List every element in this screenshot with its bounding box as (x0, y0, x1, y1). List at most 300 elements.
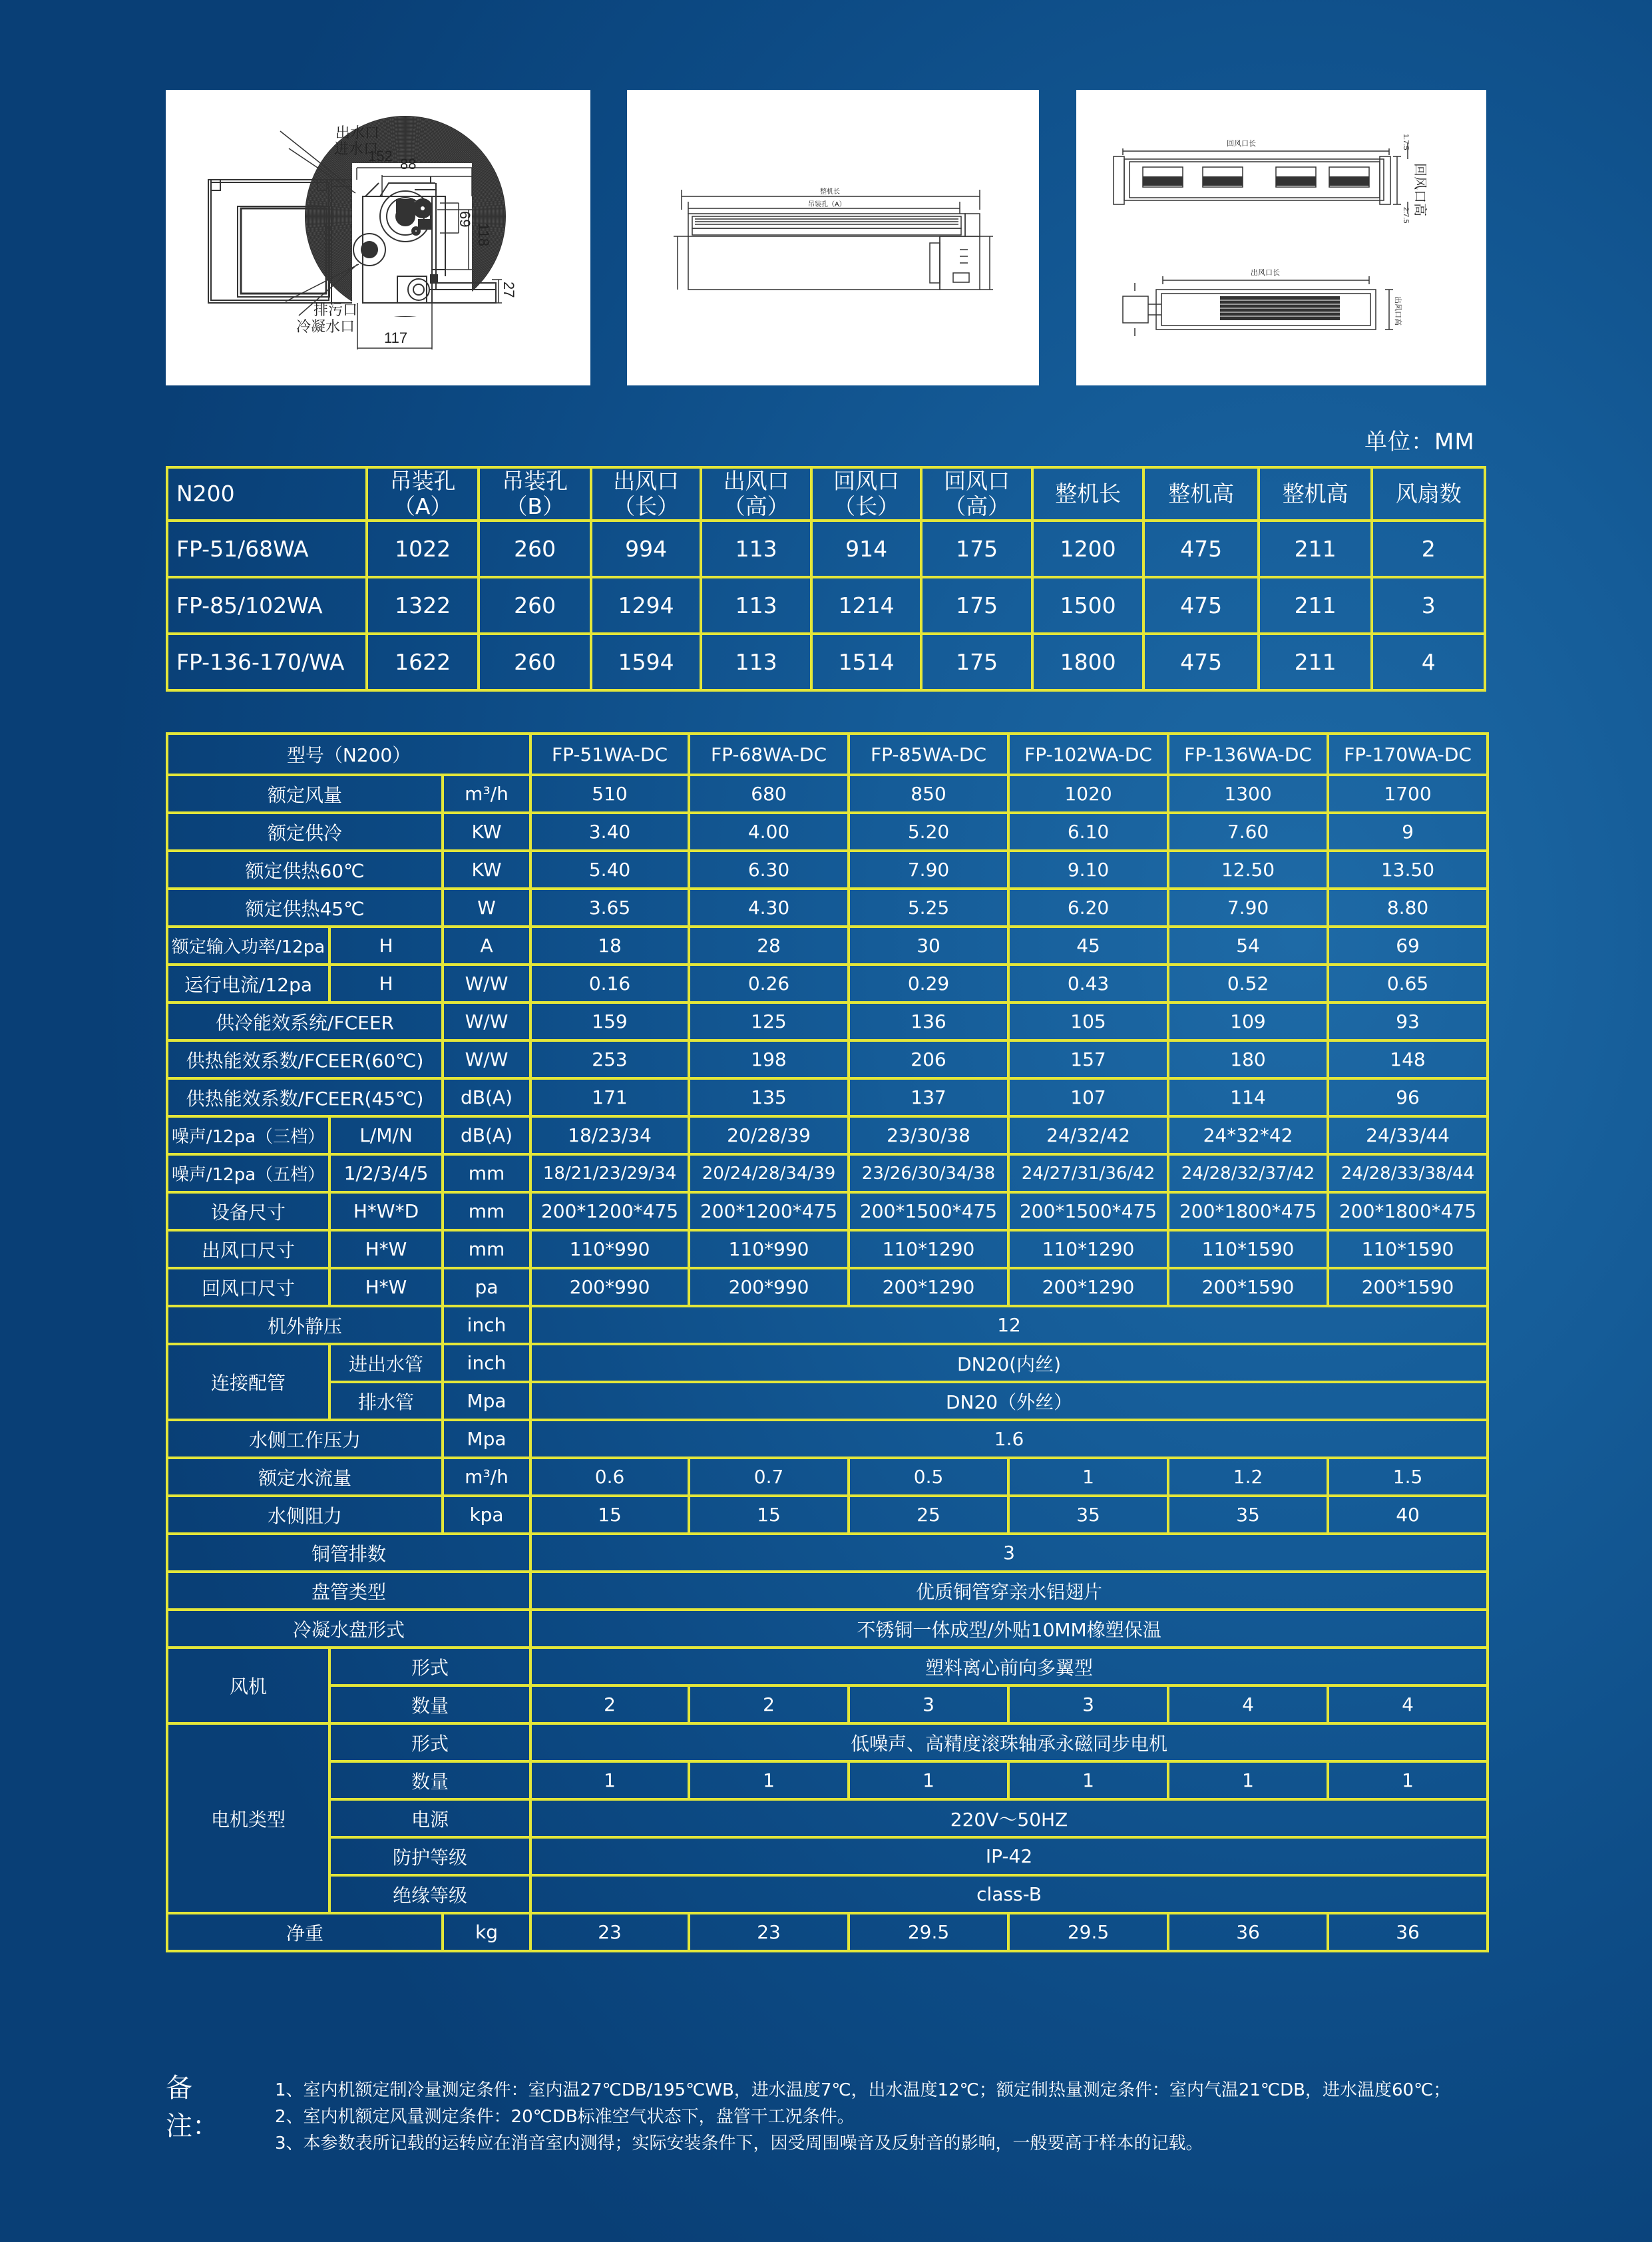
spec-value-cell: 5.25 (849, 889, 1008, 927)
spec-sub-label: 形式 (329, 1723, 530, 1761)
spec-value-cell: 24/28/33/38/44 (1328, 1154, 1488, 1192)
dim-value-cell: 260 (479, 577, 591, 634)
spec-value-cell: 0.7 (689, 1458, 849, 1496)
spec-value-cell: 510 (530, 775, 689, 813)
spec-row (167, 1154, 1488, 1192)
spec-value-cell: 4.30 (689, 889, 849, 927)
spec-label: 运行电流/12pa (167, 965, 329, 1003)
spec-value-cell: 110*1290 (849, 1230, 1008, 1268)
spec-row (167, 1875, 1488, 1913)
spec-value-cell: 1020 (1008, 775, 1168, 813)
spec-unit-cell: m³/h (443, 775, 530, 813)
spec-model-header: FP-102WA-DC (1008, 734, 1168, 775)
spec-sub-label: H (329, 965, 443, 1003)
spec-value-cell: 13.50 (1328, 851, 1488, 889)
spec-row (167, 1458, 1488, 1496)
spec-span-value: 1.6 (530, 1420, 1488, 1458)
spec-value-cell: 5.20 (849, 813, 1008, 851)
spec-value-cell: 171 (530, 1078, 689, 1116)
dim-header-cell: 整机高 (1143, 467, 1259, 521)
spec-row (167, 1837, 1488, 1875)
dim-header-cell: 吊装孔（A） (367, 467, 479, 521)
dim-88: 88 (400, 156, 417, 172)
spec-unit-cell: pa (443, 1268, 530, 1306)
spec-span-value: DN20(内丝) (530, 1344, 1488, 1382)
spec-span-value: 3 (530, 1534, 1488, 1572)
spec-unit-cell: dB(A) (443, 1116, 530, 1154)
dim-value-cell: 1214 (811, 577, 922, 634)
spec-value-cell: 200*1500*475 (1008, 1192, 1168, 1230)
spec-unit-cell: W/W (443, 1003, 530, 1040)
spec-value-cell: 159 (530, 1003, 689, 1040)
dim-header-cell: 整机长 (1032, 467, 1144, 521)
spec-row (167, 889, 1488, 927)
spec-span-value: IP-42 (530, 1837, 1488, 1875)
spec-unit-cell: mm (443, 1230, 530, 1268)
spec-unit-cell: W (443, 889, 530, 927)
spec-row (167, 1496, 1488, 1534)
spec-span-value: 220V～50HZ (530, 1799, 1488, 1837)
dim-value-cell: 175 (921, 521, 1032, 577)
dim-value-cell: 1294 (591, 577, 702, 634)
front-rear-svg (1076, 90, 1486, 385)
spec-value-cell: 0.5 (849, 1458, 1008, 1496)
dim-value-cell: 994 (591, 521, 702, 577)
spec-unit-cell: Mpa (443, 1382, 530, 1420)
side-view-svg (166, 90, 590, 385)
dim-value-cell: 1022 (367, 521, 479, 577)
dim-value-cell: 113 (701, 577, 811, 634)
dim-model-cell: FP-51/68WA (167, 521, 367, 577)
spec-value-cell: 20/28/39 (689, 1116, 849, 1154)
spec-value-cell: 54 (1168, 927, 1328, 965)
spec-value-cell: 1 (849, 1761, 1008, 1799)
spec-sub-label: 电源 (329, 1799, 530, 1837)
spec-label: 供热能效系数/FCEER(60℃) (167, 1040, 443, 1078)
spec-value-cell: 1.2 (1168, 1458, 1328, 1496)
dim-header-cell: 出风口（高） (701, 467, 811, 521)
spec-row (167, 1685, 1488, 1723)
notes-label: 备注： (166, 2073, 219, 2141)
spec-value-cell: 1 (1328, 1761, 1488, 1799)
dim-header-cell: 整机高 (1259, 467, 1372, 521)
spec-value-cell: 200*1290 (849, 1268, 1008, 1306)
spec-value-cell: 5.40 (530, 851, 689, 889)
label-inlet: 进水口 (334, 140, 379, 157)
spec-unit-cell: inch (443, 1344, 530, 1382)
label-return-height: 回风口高 (1412, 163, 1427, 216)
spec-value-cell: 23 (689, 1913, 849, 1951)
spec-value-cell: 23/30/38 (849, 1116, 1008, 1154)
dim-value-cell: 475 (1143, 577, 1259, 634)
spec-value-cell: 200*1500*475 (849, 1192, 1008, 1230)
label-dim-top-2: 2.7.5 (1402, 207, 1410, 224)
spec-value-cell: 36 (1168, 1913, 1328, 1951)
spec-unit-cell: inch (443, 1306, 530, 1344)
spec-value-cell: 3.65 (530, 889, 689, 927)
spec-model-header: FP-136WA-DC (1168, 734, 1328, 775)
spec-value-cell: 18 (530, 927, 689, 965)
spec-value-cell: 110*990 (689, 1230, 849, 1268)
spec-unit-cell: kpa (443, 1496, 530, 1534)
spec-value-cell: 253 (530, 1040, 689, 1078)
spec-value-cell: 18/21/23/29/34 (530, 1154, 689, 1192)
spec-row (167, 1648, 1488, 1685)
dim-value-cell: 475 (1143, 521, 1259, 577)
spec-value-cell: 8.80 (1328, 889, 1488, 927)
spec-unit-cell: Mpa (443, 1420, 530, 1458)
spec-value-cell: 206 (849, 1040, 1008, 1078)
spec-value-cell: 4 (1168, 1685, 1328, 1723)
dim-27: 27 (501, 282, 517, 298)
spec-row (167, 965, 1488, 1003)
spec-span-value: DN20（外丝） (530, 1382, 1488, 1420)
dim-value-cell: 1800 (1032, 634, 1144, 690)
front-rear-drawing (1076, 90, 1486, 385)
spec-row (167, 1761, 1488, 1799)
spec-value-cell: 0.6 (530, 1458, 689, 1496)
spec-value-cell: 23/26/30/34/38 (849, 1154, 1008, 1192)
spec-label: 供冷能效系统/FCEER (167, 1003, 443, 1040)
spec-row (167, 1040, 1488, 1078)
spec-value-cell: 35 (1008, 1496, 1168, 1534)
spec-label: 铜管排数 (167, 1534, 530, 1572)
dim-value-cell: 1622 (367, 634, 479, 690)
spec-sub-label: H*W*D (329, 1192, 443, 1230)
spec-value-cell: 200*990 (530, 1268, 689, 1306)
spec-row (167, 1534, 1488, 1572)
spec-label: 回风口尺寸 (167, 1268, 329, 1306)
dim-value-cell: 211 (1259, 577, 1372, 634)
spec-value-cell: 4 (1328, 1685, 1488, 1723)
specification-table (166, 732, 1489, 1952)
spec-span-value: 低噪声、高精度滚珠轴承永磁同步电机 (530, 1723, 1488, 1761)
spec-sub-label: H*W (329, 1268, 443, 1306)
dim-model-cell: FP-85/102WA (167, 577, 367, 634)
spec-group-label: 电机类型 (167, 1723, 329, 1913)
spec-unit-cell: mm (443, 1192, 530, 1230)
spec-value-cell: 28 (689, 927, 849, 965)
spec-sub-label: L/M/N (329, 1116, 443, 1154)
spec-unit-cell: mm (443, 1154, 530, 1192)
spec-label: 冷凝水盘形式 (167, 1610, 530, 1648)
dim-header-row (167, 467, 1485, 521)
spec-label: 额定风量 (167, 775, 443, 813)
spec-value-cell: 1 (1008, 1458, 1168, 1496)
top-view-svg (627, 90, 1039, 385)
spec-row (167, 1799, 1488, 1837)
spec-value-cell: 35 (1168, 1496, 1328, 1534)
spec-value-cell: 198 (689, 1040, 849, 1078)
dim-value-cell: 211 (1259, 634, 1372, 690)
spec-label: 额定水流量 (167, 1458, 443, 1496)
spec-value-cell: 110*1590 (1328, 1230, 1488, 1268)
spec-value-cell: 0.29 (849, 965, 1008, 1003)
spec-value-cell: 1300 (1168, 775, 1328, 813)
spec-model-header: FP-51WA-DC (530, 734, 689, 775)
spec-value-cell: 93 (1328, 1003, 1488, 1040)
spec-value-cell: 107 (1008, 1078, 1168, 1116)
spec-label: 额定供热45℃ (167, 889, 443, 927)
dim-header-cell: 吊装孔（B） (479, 467, 591, 521)
label-dim-top-1: 1.7.5 (1402, 134, 1410, 150)
spec-label: 供热能效系数/FCEER(45℃) (167, 1078, 443, 1116)
spec-value-cell: 680 (689, 775, 849, 813)
spec-span-value: 优质铜管穿亲水铝翅片 (530, 1572, 1488, 1610)
spec-value-cell: 23 (530, 1913, 689, 1951)
spec-unit-cell: A (443, 927, 530, 965)
spec-value-cell: 69 (1328, 927, 1488, 965)
spec-value-cell: 110*990 (530, 1230, 689, 1268)
spec-value-cell: 24*32*42 (1168, 1116, 1328, 1154)
dim-header-cell: N200 (167, 467, 367, 521)
label-outlet-length: 出风口长 (1251, 269, 1280, 277)
dim-value-cell: 175 (921, 577, 1032, 634)
spec-value-cell: 200*1800*475 (1168, 1192, 1328, 1230)
spec-span-value: 不锈铜一体成型/外贴10MM橡塑保温 (530, 1610, 1488, 1648)
dim-model-cell: FP-136-170/WA (167, 634, 367, 690)
spec-value-cell: 29.5 (1008, 1913, 1168, 1951)
spec-row (167, 1306, 1488, 1344)
spec-value-cell: 1 (530, 1761, 689, 1799)
spec-sub-label: 绝缘等级 (329, 1875, 530, 1913)
note-line-1: 1、室内机额定制冷量测定条件：室内温27℃DB/195℃WB，进水温度7℃，出水温度12℃；额定制热量测定条件：室内气温21℃DB，进水温度60℃； (275, 2080, 1451, 2100)
spec-span-value: 塑料离心前向多翼型 (530, 1648, 1488, 1685)
dim-value-cell: 1514 (811, 634, 922, 690)
spec-value-cell: 136 (849, 1003, 1008, 1040)
spec-unit-cell: m³/h (443, 1458, 530, 1496)
spec-value-cell: 96 (1328, 1078, 1488, 1116)
dim-row (167, 634, 1485, 690)
spec-model-header: FP-170WA-DC (1328, 734, 1488, 775)
spec-row (167, 813, 1488, 851)
note-line-3: 3、本参数表所记载的运转应在消音室内测得；实际安装条件下，因受周围噪音及反射音的影响，一般要高于样本的记载。 (275, 2133, 1203, 2153)
spec-value-cell: 3.40 (530, 813, 689, 851)
spec-value-cell: 1.5 (1328, 1458, 1488, 1496)
spec-sub-label: 防护等级 (329, 1837, 530, 1875)
side-view-drawing (166, 90, 590, 385)
spec-value-cell: 15 (530, 1496, 689, 1534)
spec-value-cell: 2 (530, 1685, 689, 1723)
spec-label: 额定输入功率/12pa (167, 927, 329, 965)
spec-unit-cell: dB(A) (443, 1078, 530, 1116)
spec-value-cell: 6.20 (1008, 889, 1168, 927)
spec-row (167, 1572, 1488, 1610)
spec-value-cell: 200*1590 (1168, 1268, 1328, 1306)
dim-row (167, 577, 1485, 634)
top-view-drawing (627, 90, 1039, 385)
dim-value-cell: 1322 (367, 577, 479, 634)
spec-value-cell: 0.26 (689, 965, 849, 1003)
spec-value-cell: 0.52 (1168, 965, 1328, 1003)
dim-overall-length: 整机长 (820, 188, 840, 196)
spec-label: 水侧工作压力 (167, 1420, 443, 1458)
spec-unit-cell: KW (443, 813, 530, 851)
dim-value-cell: 475 (1143, 634, 1259, 690)
spec-value-cell: 40 (1328, 1496, 1488, 1534)
spec-value-cell: 148 (1328, 1040, 1488, 1078)
spec-value-cell: 7.90 (849, 851, 1008, 889)
spec-value-cell: 110*1590 (1168, 1230, 1328, 1268)
spec-value-cell: 200*1290 (1008, 1268, 1168, 1306)
dim-value-cell: 4 (1372, 634, 1485, 690)
spec-header-label: 型号（N200） (167, 734, 530, 775)
spec-unit-cell: W/W (443, 965, 530, 1003)
spec-header-row (167, 734, 1488, 775)
spec-sub-label: 进出水管 (329, 1344, 443, 1382)
spec-row (167, 1268, 1488, 1306)
dim-value-cell: 1594 (591, 634, 702, 690)
spec-value-cell: 137 (849, 1078, 1008, 1116)
spec-value-cell: 200*1200*475 (689, 1192, 849, 1230)
spec-value-cell: 1 (1168, 1761, 1328, 1799)
spec-value-cell: 45 (1008, 927, 1168, 965)
spec-label: 出风口尺寸 (167, 1230, 329, 1268)
dim-hang-hole-a: 吊装孔（A） (808, 201, 846, 208)
spec-label: 额定供热60℃ (167, 851, 443, 889)
spec-value-cell: 109 (1168, 1003, 1328, 1040)
spec-row (167, 1913, 1488, 1951)
dim-header-cell: 回风口（高） (921, 467, 1032, 521)
unit-label: 单位：MM (1364, 429, 1475, 455)
spec-row (167, 1344, 1488, 1382)
spec-row (167, 1382, 1488, 1420)
spec-value-cell: 24/32/42 (1008, 1116, 1168, 1154)
spec-value-cell: 4.00 (689, 813, 849, 851)
spec-sub-label: 1/2/3/4/5 (329, 1154, 443, 1192)
spec-model-header: FP-85WA-DC (849, 734, 1008, 775)
dim-118: 118 (475, 223, 492, 247)
spec-value-cell: 200*1590 (1328, 1268, 1488, 1306)
label-outlet-height: 出风口高 (1394, 296, 1402, 326)
dim-152: 152 (368, 148, 393, 164)
spec-sub-label: 数量 (329, 1685, 530, 1723)
spec-unit-cell: KW (443, 851, 530, 889)
dim-117: 117 (384, 330, 408, 346)
dim-value-cell: 260 (479, 634, 591, 690)
spec-value-cell: 6.10 (1008, 813, 1168, 851)
dimension-table (166, 466, 1486, 692)
dim-header-cell: 风扇数 (1372, 467, 1485, 521)
spec-value-cell: 200*1800*475 (1328, 1192, 1488, 1230)
spec-value-cell: 1 (689, 1761, 849, 1799)
spec-row (167, 1078, 1488, 1116)
spec-group-label: 连接配管 (167, 1344, 329, 1420)
spec-label: 盘管类型 (167, 1572, 530, 1610)
spec-label: 机外静压 (167, 1306, 443, 1344)
spec-value-cell: 29.5 (849, 1913, 1008, 1951)
spec-row (167, 1003, 1488, 1040)
dim-value-cell: 914 (811, 521, 922, 577)
spec-sub-label: 数量 (329, 1761, 530, 1799)
dim-header-cell: 出风口（长） (591, 467, 702, 521)
spec-value-cell: 0.65 (1328, 965, 1488, 1003)
dim-header-cell: 回风口（长） (811, 467, 922, 521)
spec-row (167, 1420, 1488, 1458)
spec-group-label: 风机 (167, 1648, 329, 1723)
spec-value-cell: 20/24/28/34/39 (689, 1154, 849, 1192)
spec-value-cell: 114 (1168, 1078, 1328, 1116)
spec-value-cell: 24/27/31/36/42 (1008, 1154, 1168, 1192)
dim-value-cell: 1500 (1032, 577, 1144, 634)
spec-sub-label: 形式 (329, 1648, 530, 1685)
dim-value-cell: 3 (1372, 577, 1485, 634)
spec-label: 设备尺寸 (167, 1192, 329, 1230)
spec-row (167, 775, 1488, 813)
spec-value-cell: 24/28/32/37/42 (1168, 1154, 1328, 1192)
spec-value-cell: 1 (1008, 1761, 1168, 1799)
spec-value-cell: 7.90 (1168, 889, 1328, 927)
spec-model-header: FP-68WA-DC (689, 734, 849, 775)
dim-69: 69 (457, 211, 473, 228)
spec-value-cell: 200*1200*475 (530, 1192, 689, 1230)
spec-label: 水侧阻力 (167, 1496, 443, 1534)
spec-span-value: class-B (530, 1875, 1488, 1913)
spec-sub-label: H (329, 927, 443, 965)
spec-value-cell: 7.60 (1168, 813, 1328, 851)
spec-value-cell: 850 (849, 775, 1008, 813)
spec-unit-cell: kg (443, 1913, 530, 1951)
dim-value-cell: 113 (701, 521, 811, 577)
spec-row (167, 851, 1488, 889)
dim-value-cell: 211 (1259, 521, 1372, 577)
spec-value-cell: 30 (849, 927, 1008, 965)
spec-row (167, 1116, 1488, 1154)
spec-value-cell: 6.30 (689, 851, 849, 889)
spec-value-cell: 25 (849, 1496, 1008, 1534)
spec-sub-label: 排水管 (329, 1382, 443, 1420)
spec-value-cell: 24/33/44 (1328, 1116, 1488, 1154)
spec-sub-label: H*W (329, 1230, 443, 1268)
spec-value-cell: 15 (689, 1496, 849, 1534)
spec-value-cell: 0.43 (1008, 965, 1168, 1003)
label-condensate: 冷凝水口 (296, 318, 355, 335)
label-drain: 排污口 (313, 302, 358, 318)
spec-unit-cell: W/W (443, 1040, 530, 1078)
spec-value-cell: 12.50 (1168, 851, 1328, 889)
note-line-2: 2、室内机额定风量测定条件：20℃DB标准空气状态下，盘管干工况条件。 (275, 2107, 855, 2127)
spec-row (167, 1230, 1488, 1268)
dim-value-cell: 2 (1372, 521, 1485, 577)
spec-span-value: 12 (530, 1306, 1488, 1344)
spec-value-cell: 180 (1168, 1040, 1328, 1078)
spec-label: 额定供冷 (167, 813, 443, 851)
spec-label: 净重 (167, 1913, 443, 1951)
spec-value-cell: 105 (1008, 1003, 1168, 1040)
spec-value-cell: 0.16 (530, 965, 689, 1003)
dim-value-cell: 175 (921, 634, 1032, 690)
spec-value-cell: 36 (1328, 1913, 1488, 1951)
dim-value-cell: 113 (701, 634, 811, 690)
spec-value-cell: 200*990 (689, 1268, 849, 1306)
spec-value-cell: 1700 (1328, 775, 1488, 813)
spec-value-cell: 110*1290 (1008, 1230, 1168, 1268)
spec-value-cell: 3 (849, 1685, 1008, 1723)
spec-value-cell: 9 (1328, 813, 1488, 851)
dim-value-cell: 1200 (1032, 521, 1144, 577)
spec-row (167, 1610, 1488, 1648)
spec-value-cell: 135 (689, 1078, 849, 1116)
spec-row (167, 927, 1488, 965)
spec-value-cell: 157 (1008, 1040, 1168, 1078)
label-outlet: 出水口 (335, 124, 380, 141)
spec-label: 噪声/12pa（五档） (167, 1154, 329, 1192)
dim-row (167, 521, 1485, 577)
spec-label: 噪声/12pa（三档） (167, 1116, 329, 1154)
dim-value-cell: 260 (479, 521, 591, 577)
spec-value-cell: 18/23/34 (530, 1116, 689, 1154)
spec-value-cell: 3 (1008, 1685, 1168, 1723)
